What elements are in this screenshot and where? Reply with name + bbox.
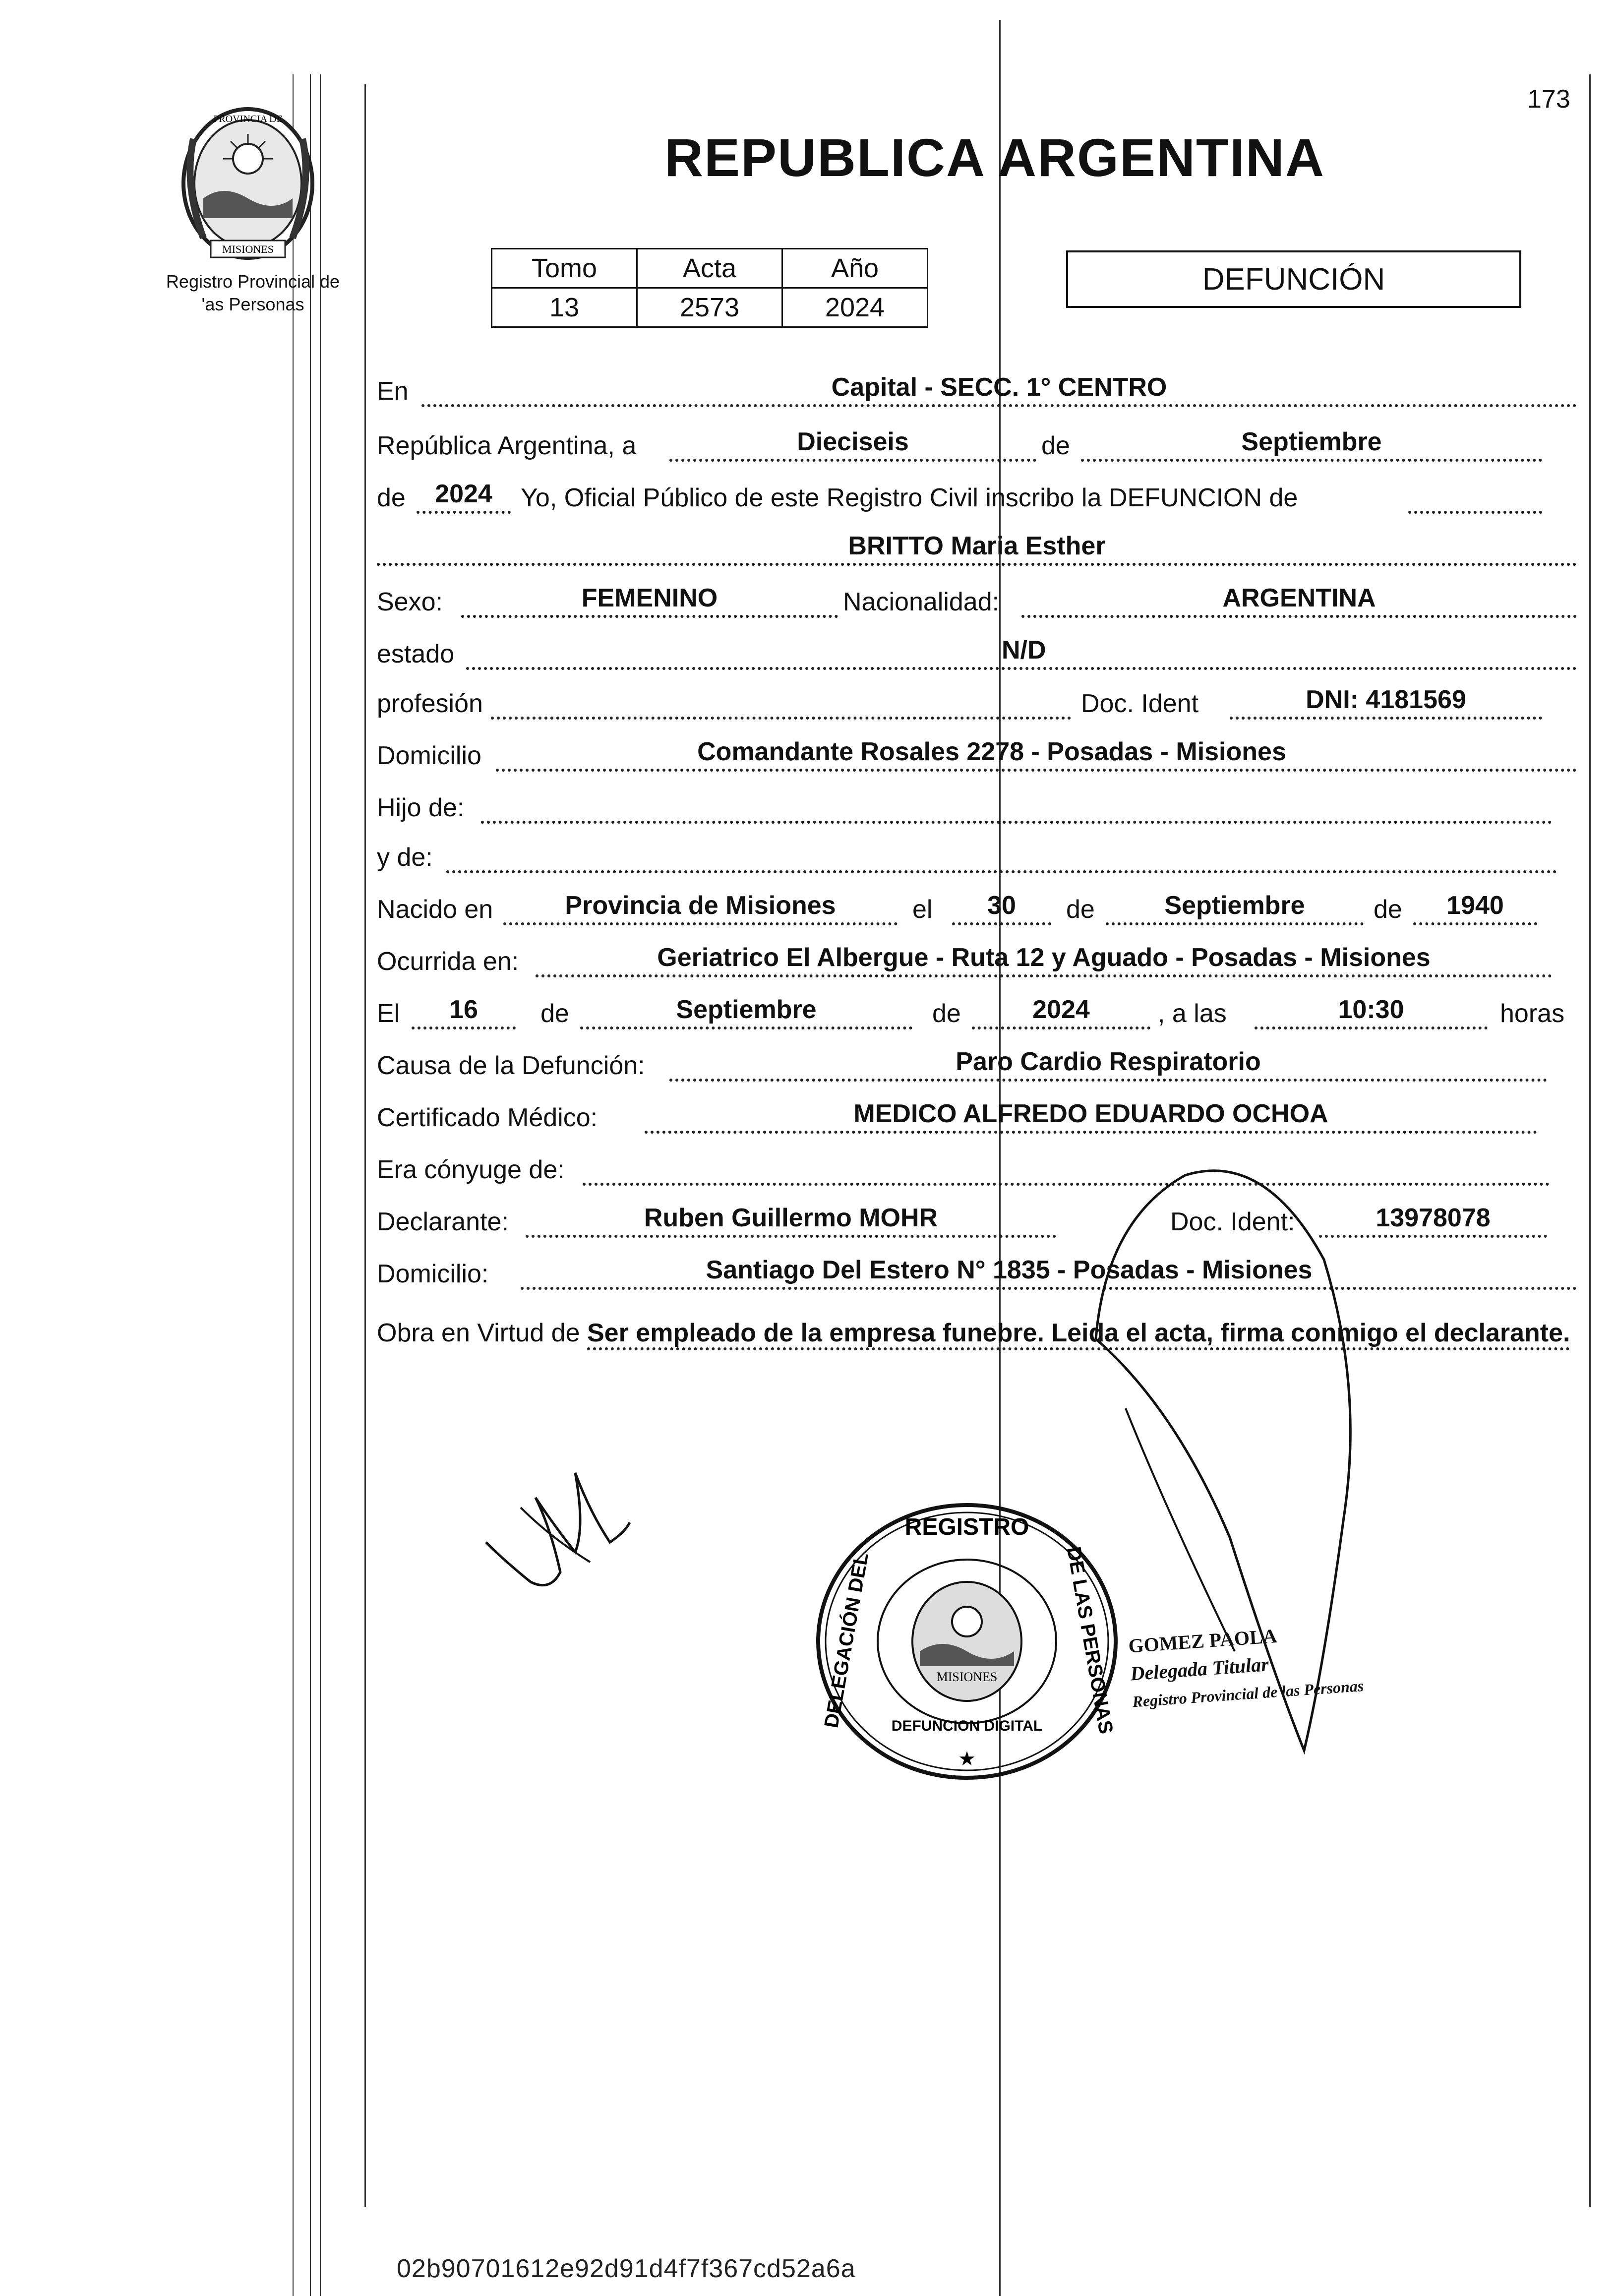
row-certificado [377,1096,1577,1136]
republica-label: República Argentina, a [377,431,637,460]
estado-value: N/D [1002,636,1046,665]
causa-label: Causa de la Defunción: [377,1051,645,1080]
yde-label: y de: [377,843,433,872]
reference-value-row [492,288,928,327]
hijo-fill-line [481,786,1552,824]
statement-text: Yo, Oficial Público de este Registro Civil inscribo la DEFUNCION de [521,483,1298,512]
row-yde [377,836,1577,875]
page-number: 173 [1527,85,1570,114]
month-value: Septiembre [1241,427,1382,456]
reference-header-row [492,249,928,288]
obra-label: Obra en Virtud de [377,1319,580,1347]
birth-year-value: 1940 [1446,891,1504,920]
alas-label: , a las [1158,999,1227,1028]
stamp-top-text: REGISTRO [904,1514,1029,1540]
estado-label: estado [377,640,455,668]
delegate-office: Registro Provincial de las Personas [1132,1676,1365,1711]
nacionalidad-label: Nacionalidad: [843,588,1000,616]
el-label: el [912,895,933,924]
row-statement [377,476,1577,516]
de3-label: de [1374,895,1402,924]
sexo-label: Sexo: [377,588,443,616]
row-hijo [377,786,1577,826]
de2-label: de [1066,895,1095,924]
row-conyuge [377,1148,1577,1188]
doc2-value: 13978078 [1376,1204,1491,1232]
row-causa [377,1044,1577,1084]
domicilio-label: Domicilio [377,741,481,770]
death-day-value: 16 [449,995,478,1024]
stamp-bottom-text: DEFUNCION DIGITAL [891,1718,1043,1734]
row-date [377,424,1577,464]
document-type-box [1066,250,1521,308]
page-title: REPUBLICA ARGENTINA [664,127,1325,187]
declarant-signature [476,1453,635,1602]
document-hash: 02b90701612e92d91d4f7f367cd52a6a [397,2254,856,2283]
province-emblem-icon [164,99,332,263]
emblem-bottom-text: MISIONES [222,243,274,255]
registry-line-1: Registro Provincial de [166,271,340,292]
death-time-value: 10:30 [1338,995,1404,1024]
certificado-label: Certificado Médico: [377,1103,598,1132]
yde-fill-line [446,836,1557,873]
doc-ident-value: DNI: 4181569 [1306,685,1466,714]
horas-label: horas [1500,999,1565,1028]
en-value: Capital - SECC. 1° CENTRO [831,373,1167,402]
ref-value-tomo: 13 [492,288,637,327]
deceased-name-value: BRITTO Maria Esther [848,532,1106,560]
ref-value-anio: 2024 [782,288,928,327]
profesion-label: profesión [377,689,483,718]
ref-header-tomo: Tomo [492,249,637,288]
margin-line-2 [310,74,311,2296]
certificado-value: MEDICO ALFREDO EDUARDO OCHOA [853,1099,1328,1128]
delegate-title: Delegada Titular [1130,1653,1270,1685]
margin-line-1 [293,74,294,2296]
delegate-stamp [1128,1611,1441,1732]
statement-fill-line [1408,476,1542,514]
obra-value: Ser empleado de la empresa funebre. Leida el acta, firma conmigo el declarante. [587,1319,1570,1350]
margin-line-4 [364,84,366,2207]
birth-month-value: Septiembre [1164,891,1305,920]
registry-stamp [813,1498,1121,1785]
doc-ident-label: Doc. Ident [1081,689,1199,718]
nacido-value: Provincia de Misiones [565,891,836,920]
hijo-label: Hijo de: [377,793,465,822]
stamp-right-text: DE LAS PERSONAS [1062,1545,1117,1736]
ocurrida-label: Ocurrida en: [377,947,519,976]
sexo-value: FEMENINO [581,584,718,612]
en-label: En [377,377,409,406]
domicilio-value: Comandante Rosales 2278 - Posadas - Misiones [697,737,1286,766]
ref-header-acta: Acta [637,249,782,288]
year-value: 2024 [435,480,492,508]
row-deceased-name [377,528,1577,568]
declarante-label: Declarante: [377,1208,509,1236]
profesion-fill-line [491,682,1071,720]
row-death-date [377,992,1577,1031]
causa-value: Paro Cardio Respiratorio [956,1047,1261,1076]
birth-day-value: 30 [987,891,1016,920]
domicilio2-value: Santiago Del Estero N° 1835 - Posadas - Misiones [706,1256,1313,1284]
day-words-value: Dieciseis [797,427,909,456]
stamp-star-icon: ★ [958,1748,976,1770]
declarante-value: Ruben Guillermo MOHR [644,1204,938,1232]
margin-line-3 [320,74,321,2296]
row-estado [377,632,1577,672]
stamp-left-text: DELEGACIÓN DEL [820,1551,873,1730]
domicilio2-label: Domicilio: [377,1260,489,1288]
row-profesion [377,682,1577,722]
stamp-center-text: MISIONES [936,1670,998,1684]
conyuge-label: Era cónyuge de: [377,1155,565,1184]
row-nacido [377,888,1577,927]
registry-name [149,270,357,316]
reference-table [491,248,928,328]
row-declarante [377,1200,1577,1240]
row-ocurrida [377,940,1577,979]
row-sexo [377,580,1577,620]
row-en [377,369,1577,409]
de4-label: de [540,999,569,1028]
row-obra [377,1314,1587,1352]
ocurrida-value: Geriatrico El Albergue - Ruta 12 y Aguado - Posadas - Misiones [657,943,1431,972]
ref-value-acta: 2573 [637,288,782,327]
delegate-name: GOMEZ PAOLA [1128,1624,1278,1657]
el2-label: El [377,999,400,1028]
right-margin-line [1589,74,1591,2207]
death-year-value: 2024 [1032,995,1090,1024]
registry-line-2: 'as Personas [201,294,304,314]
de-label: de [1041,431,1070,460]
death-month-value: Septiembre [676,995,817,1024]
nacido-label: Nacido en [377,895,493,924]
doc2-label: Doc. Ident: [1170,1208,1295,1236]
row-domicilio2 [377,1252,1577,1292]
year-prefix-label: de [377,483,406,512]
ref-header-anio: Año [782,249,928,288]
de5-label: de [932,999,961,1028]
row-domicilio [377,734,1577,774]
nacionalidad-value: ARGENTINA [1222,584,1376,612]
document-type: DEFUNCIÓN [1202,262,1385,297]
emblem-top-text: PROVINCIA DE [213,114,283,124]
